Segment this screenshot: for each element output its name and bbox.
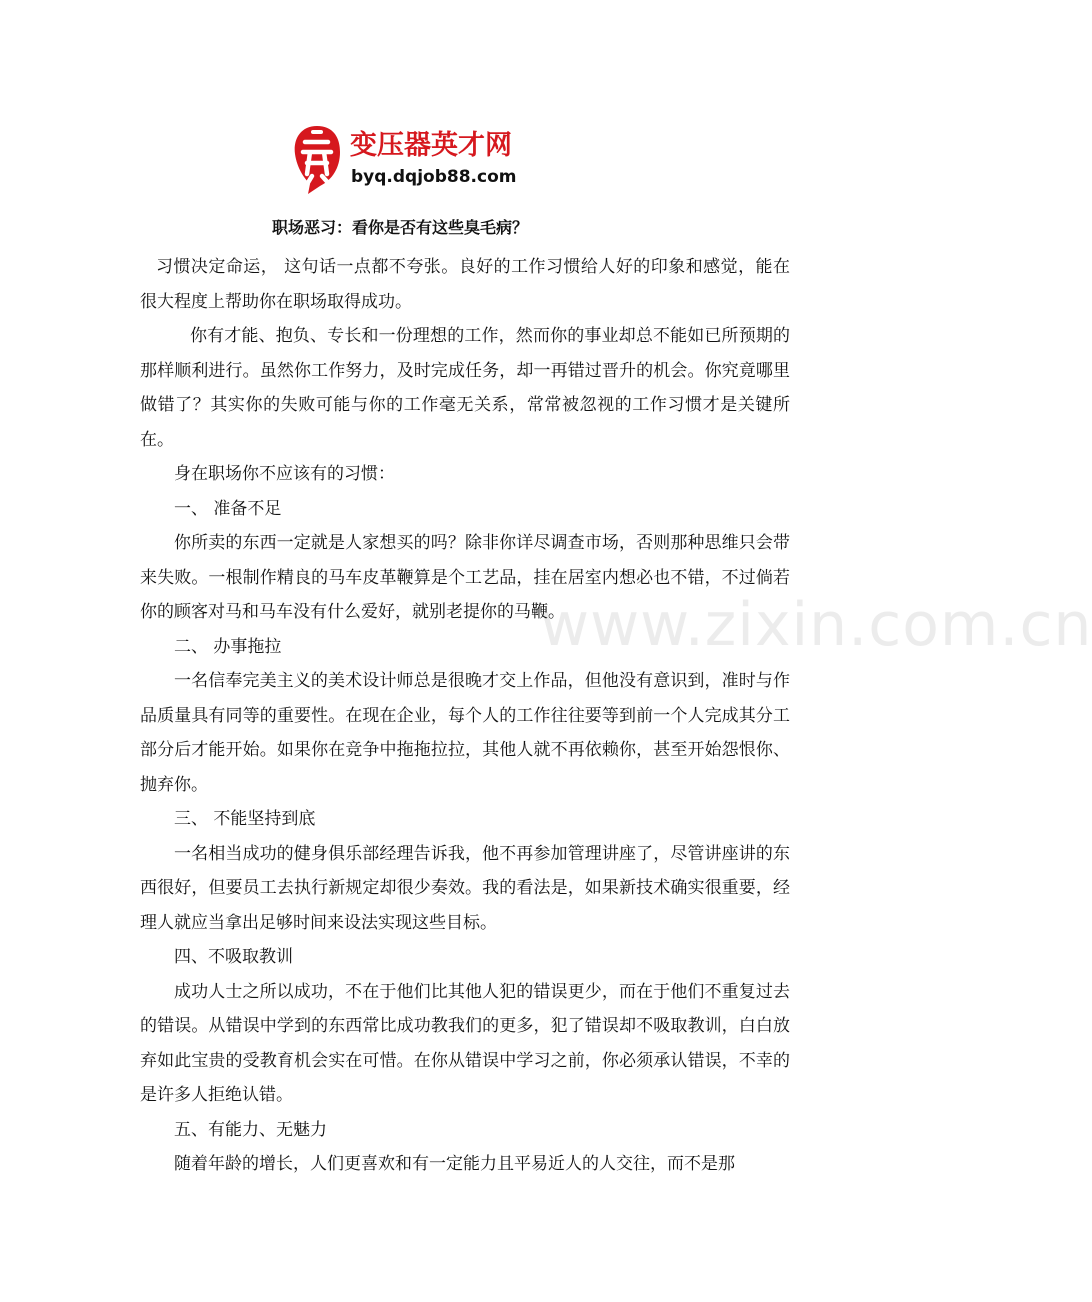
section-heading: 一、 准备不足 xyxy=(174,498,282,519)
section-heading: 三、 不能坚持到底 xyxy=(174,809,316,829)
section-heading: 五、有能力、无魅力 xyxy=(174,1119,327,1140)
watermark: www.zixin.com.cn xyxy=(540,590,1092,660)
paragraph: 成功人士之所以成功，不在于他们比其他人犯的错误更少，而在于他们不重复过去的错误。从错误中学到的东西常比成功教我们的更多，犯了错误却不吸取教训，白白放弃如此宝贵的受教育机会实在可惜。在你从错误中学习之前，你必须承认错误，不幸的是许多人拒绝认错。 xyxy=(140,981,790,1105)
logo-name: 变压器英才网 xyxy=(350,130,512,161)
paragraph: 一名相当成功的健身俱乐部经理告诉我，他不再参加管理讲座了，尽管讲座讲的东西很好，但要员工去执行新规定却很少奏效。我的看法是，如果新技术确实很重要，经理人就应当拿出足够时间来设法实现这些目标。 xyxy=(140,843,790,933)
paragraph: 身在职场你不应该有的习惯： xyxy=(174,464,395,484)
paragraph: 习惯决定命运， 这句话一点都不夸张。良好的工作习惯给人好的印象和感觉，能在很大程度上帮助你在职场取得成功。 xyxy=(140,257,790,312)
site-logo xyxy=(290,120,550,200)
paragraph: 一名信奉完美主义的美术设计师总是很晚才交上作品，但他没有意识到，准时与作品质量具有同等的重要性。在现在企业，每个人的工作往往要等到前一个人完成其分工部分后才能开始。如果你在竞争中拖拖拉拉，其他人就不再依赖你，甚至开始怨恨你、抛弃你。 xyxy=(140,671,790,795)
article-body xyxy=(140,250,790,1182)
section-heading: 二、 办事拖拉 xyxy=(174,636,282,657)
logo-mark-icon xyxy=(290,122,344,196)
paragraph: 你所卖的东西一定就是人家想买的吗？除非你详尽调查市场，否则那种思维只会带来失败。一根制作精良的马车皮革鞭算是个工艺品，挂在居室内想必也不错，不过倘若你的顾客对马和马车没有什么爱好，就别老提你的马鞭。 xyxy=(140,533,790,622)
paragraph: 你有才能、抱负、专长和一份理想的工作，然而你的事业却总不能如已所预期的那样顺利进行。虽然你工作努力，及时完成任务，却一再错过晋升的机会。你究竟哪里做错了？其实你的失败可能与你的工作毫无关系，常常被忽视的工作习惯才是关键所在。 xyxy=(140,326,790,450)
logo-url: byq.dqjob88.com xyxy=(351,167,517,187)
paragraph: 随着年龄的增长，人们更喜欢和有一定能力且平易近人的人交往，而不是那 xyxy=(174,1154,735,1174)
section-heading: 四、不吸取教训 xyxy=(174,947,293,967)
article-title: 职场恶习：看你是否有这些臭毛病？ xyxy=(272,218,529,237)
